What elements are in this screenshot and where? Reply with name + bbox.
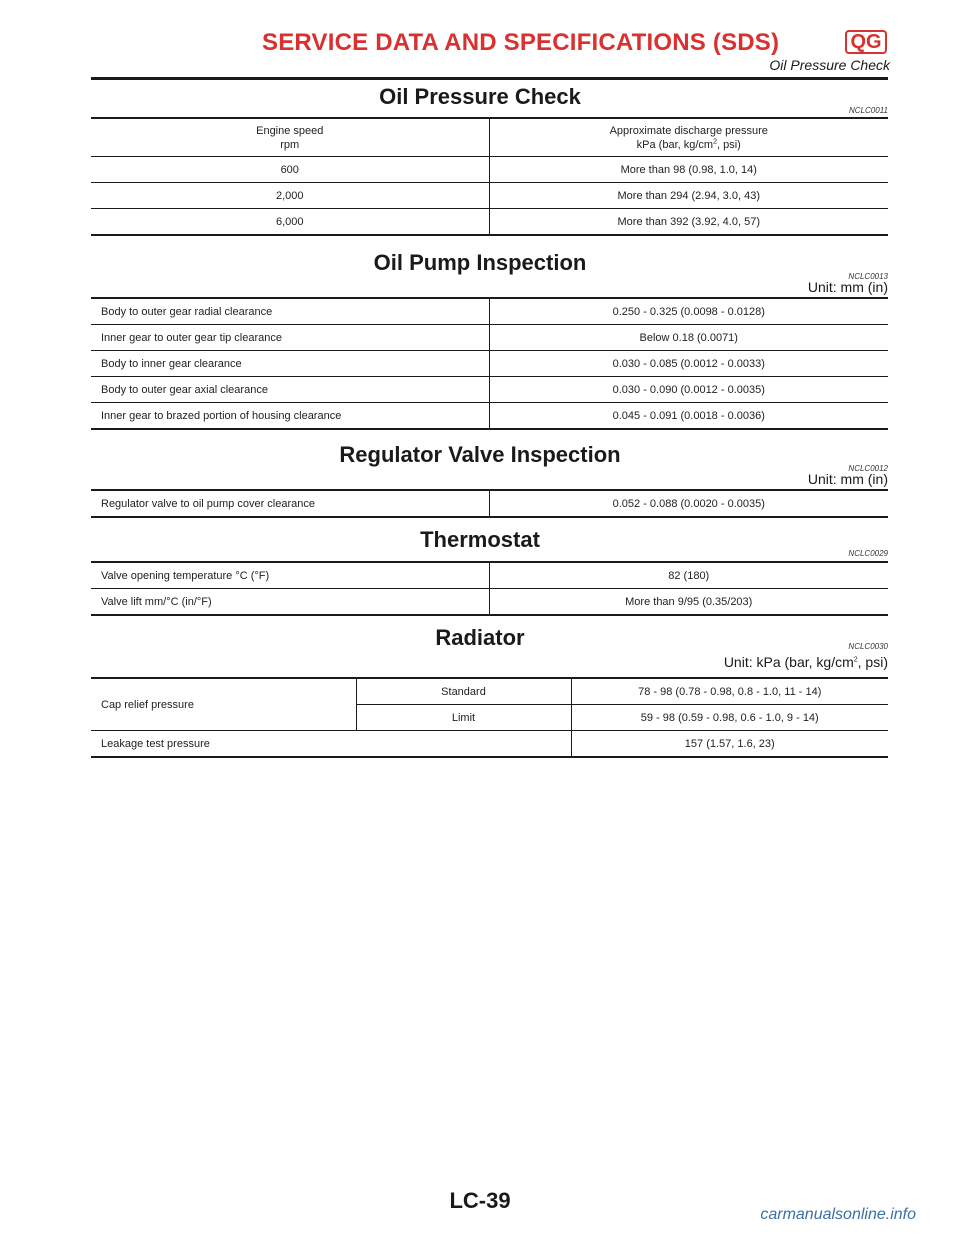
engine-speed-cell: 600 bbox=[91, 157, 489, 183]
value-cell: 157 (1.57, 1.6, 23) bbox=[571, 731, 888, 758]
table-row bbox=[91, 157, 888, 183]
section-title-oil-pump: Oil Pump Inspection bbox=[373, 250, 587, 275]
unit-label-radiator bbox=[724, 654, 888, 670]
value-cell: 0.030 - 0.090 (0.0012 - 0.0035) bbox=[489, 377, 888, 403]
pressure-cell: More than 98 (0.98, 1.0, 14) bbox=[489, 157, 888, 183]
table-row bbox=[91, 403, 888, 430]
unit-label-radiator-b: , psi) bbox=[857, 654, 888, 670]
table-row bbox=[91, 490, 888, 517]
radiator-table bbox=[91, 677, 888, 758]
header-pressure-unit-sup: 2 bbox=[713, 137, 717, 145]
watermark: carmanualsonline.info bbox=[760, 1206, 916, 1223]
item-cell: Body to outer gear radial clearance bbox=[91, 298, 489, 325]
item-cell: Inner gear to brazed portion of housing clearance bbox=[91, 403, 489, 430]
section-code-oil-pressure: NCLC0011 bbox=[849, 106, 888, 115]
header-pressure-unit-b: , psi) bbox=[716, 138, 741, 151]
value-cell: 82 (180) bbox=[489, 562, 888, 589]
header-pressure-unit-a: kPa (bar, kg/cm bbox=[636, 138, 714, 151]
engine-speed-cell: 6,000 bbox=[91, 209, 489, 236]
pressure-cell: More than 392 (3.92, 4.0, 57) bbox=[489, 209, 888, 236]
page-header-title: SERVICE DATA AND SPECIFICATIONS (SDS) bbox=[262, 29, 780, 56]
section-code-regulator-valve: NCLC0012 bbox=[848, 464, 888, 473]
section-title-radiator: Radiator bbox=[435, 625, 525, 650]
value-cell: 0.030 - 0.085 (0.0012 - 0.0033) bbox=[489, 351, 888, 377]
table-row bbox=[91, 351, 888, 377]
value-cell: Below 0.18 (0.0071) bbox=[489, 325, 888, 351]
header-rule bbox=[91, 77, 888, 80]
value-cell: More than 9/95 (0.35/203) bbox=[489, 589, 888, 616]
section-code-oil-pump: NCLC0013 bbox=[848, 272, 888, 281]
thermostat-table bbox=[91, 561, 888, 616]
section-code-radiator: NCLC0030 bbox=[848, 642, 888, 651]
unit-label-radiator-sup: 2 bbox=[853, 656, 858, 664]
page-header-subtitle: Oil Pressure Check bbox=[769, 57, 890, 73]
pressure-cell: More than 294 (2.94, 3.0, 43) bbox=[489, 183, 888, 209]
item-cell: Valve lift mm/°C (in/°F) bbox=[91, 589, 489, 616]
section-title-thermostat: Thermostat bbox=[420, 527, 540, 552]
item-cell: Regulator valve to oil pump cover clearance bbox=[91, 490, 489, 517]
regulator-valve-table bbox=[91, 489, 888, 518]
section-code-thermostat: NCLC0029 bbox=[848, 549, 888, 558]
value-cell: 0.045 - 0.091 (0.0018 - 0.0036) bbox=[489, 403, 888, 430]
section-title-regulator-valve: Regulator Valve Inspection bbox=[339, 442, 621, 467]
page-number: LC-39 bbox=[449, 1188, 511, 1213]
table-row bbox=[91, 209, 888, 236]
table-header-row bbox=[91, 118, 888, 157]
item-cell: Body to inner gear clearance bbox=[91, 351, 489, 377]
value-cell: 78 - 98 (0.78 - 0.98, 0.8 - 1.0, 11 - 14) bbox=[571, 678, 888, 705]
engine-speed-cell: 2,000 bbox=[91, 183, 489, 209]
item-cell: Inner gear to outer gear tip clearance bbox=[91, 325, 489, 351]
value-cell: 0.052 - 0.088 (0.0020 - 0.0035) bbox=[489, 490, 888, 517]
table-row bbox=[91, 377, 888, 403]
cap-type-cell: Limit bbox=[356, 705, 571, 731]
header-engine-speed-unit: rpm bbox=[280, 138, 300, 151]
unit-label-oil-pump: Unit: mm (in) bbox=[807, 279, 888, 295]
table-row bbox=[91, 562, 888, 589]
section-title-oil-pressure: Oil Pressure Check bbox=[379, 84, 581, 109]
oil-pump-table bbox=[91, 297, 888, 430]
unit-label-radiator-a: Unit: kPa (bar, kg/cm bbox=[723, 654, 854, 670]
unit-label-regulator-valve: Unit: mm (in) bbox=[807, 471, 888, 487]
table-row bbox=[91, 731, 888, 758]
header-discharge-pressure bbox=[489, 118, 888, 157]
table-row bbox=[91, 325, 888, 351]
cap-relief-label-cell: Cap relief pressure bbox=[91, 678, 356, 731]
cap-type-cell: Standard bbox=[356, 678, 571, 705]
value-cell: 59 - 98 (0.59 - 0.98, 0.6 - 1.0, 9 - 14) bbox=[571, 705, 888, 731]
table-row bbox=[91, 298, 888, 325]
item-cell: Body to outer gear axial clearance bbox=[91, 377, 489, 403]
table-row bbox=[91, 589, 888, 616]
value-cell: 0.250 - 0.325 (0.0098 - 0.0128) bbox=[489, 298, 888, 325]
header-pressure-label: Approximate discharge pressure bbox=[609, 124, 768, 137]
item-cell: Valve opening temperature °C (°F) bbox=[91, 562, 489, 589]
header-engine-speed bbox=[91, 118, 489, 157]
table-row bbox=[91, 183, 888, 209]
table-row bbox=[91, 678, 888, 705]
oil-pressure-table bbox=[91, 117, 888, 236]
engine-code-badge: QG bbox=[845, 30, 887, 54]
leakage-label-cell: Leakage test pressure bbox=[91, 731, 571, 758]
header-engine-speed-label: Engine speed bbox=[256, 124, 324, 137]
